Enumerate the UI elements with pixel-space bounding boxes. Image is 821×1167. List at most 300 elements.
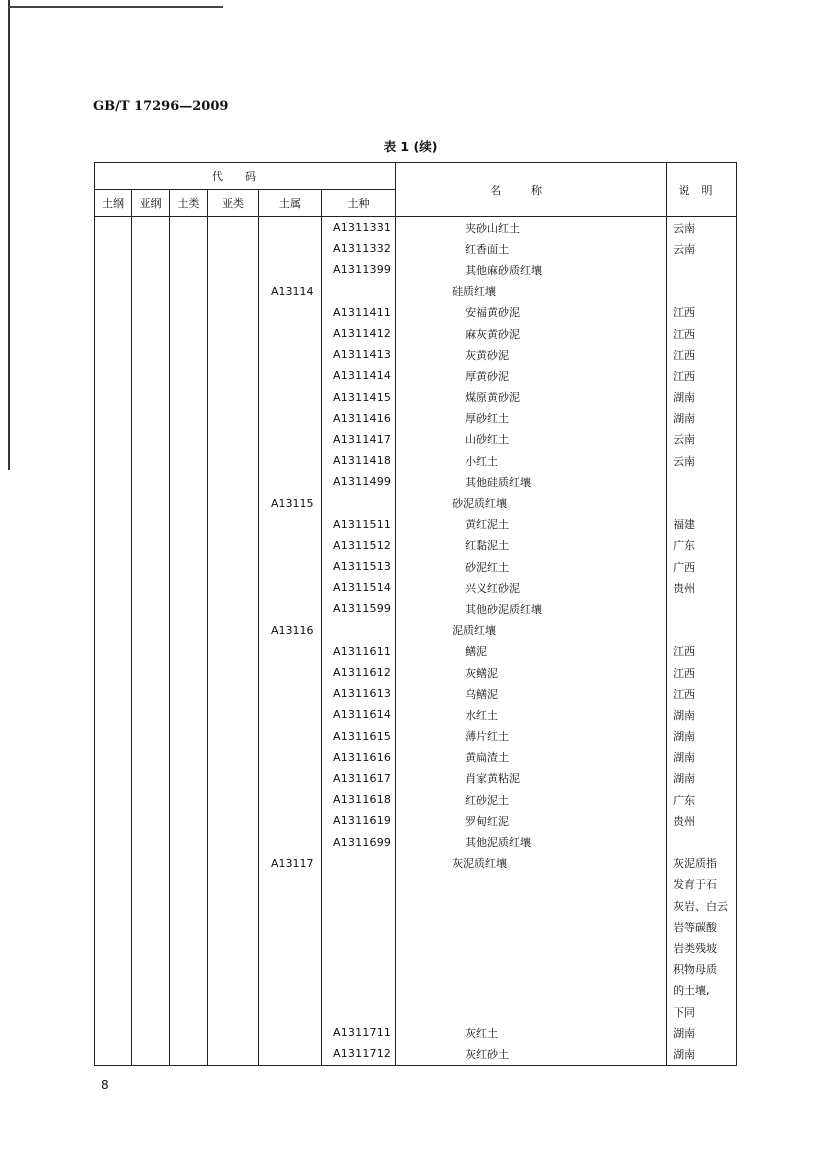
cell-yagang <box>132 726 170 747</box>
cell-note: 湖南 <box>667 768 737 789</box>
cell-tulei <box>170 492 208 513</box>
cell-tushu <box>259 217 322 239</box>
cell-yalei <box>208 959 259 980</box>
cell-yagang <box>132 1001 170 1022</box>
table-row <box>95 1001 737 1022</box>
cell-tulei <box>170 344 208 365</box>
cell-yalei <box>208 662 259 683</box>
cell-note <box>667 492 737 513</box>
cell-yagang <box>132 1043 170 1065</box>
cell-tuzhong <box>322 1001 396 1022</box>
cell-tuzhong <box>322 853 396 874</box>
cell-tugang <box>95 344 132 365</box>
cell-note: 广东 <box>667 789 737 810</box>
table-row <box>95 747 737 768</box>
cell-note: 的土壤, <box>667 980 737 1001</box>
cell-note: 灰岩、白云 <box>667 895 737 916</box>
cell-yalei <box>208 365 259 386</box>
table-row <box>95 302 737 323</box>
table-row <box>95 577 737 598</box>
cell-yagang <box>132 514 170 535</box>
table-row <box>95 895 737 916</box>
cell-yalei <box>208 874 259 895</box>
cell-yalei <box>208 704 259 725</box>
cell-tugang <box>95 874 132 895</box>
cell-name: 山砂红土 <box>396 429 667 450</box>
cell-yalei <box>208 937 259 958</box>
table-row <box>95 704 737 725</box>
cell-name: 红黏泥土 <box>396 535 667 556</box>
cell-tuzhong: A1311414 <box>322 365 396 386</box>
cell-tulei <box>170 281 208 302</box>
cell-yagang <box>132 323 170 344</box>
table-row <box>95 620 737 641</box>
table-row <box>95 217 737 239</box>
table-row <box>95 598 737 619</box>
cell-tulei <box>170 408 208 429</box>
cell-yagang <box>132 365 170 386</box>
cell-tushu <box>259 768 322 789</box>
col-header-tulei: 土类 <box>170 190 208 217</box>
cell-yalei <box>208 450 259 471</box>
cell-note <box>667 598 737 619</box>
cell-tulei <box>170 747 208 768</box>
cell-tushu <box>259 514 322 535</box>
table-row <box>95 323 737 344</box>
cell-name: 其他硅质红壤 <box>396 471 667 492</box>
cell-yagang <box>132 238 170 259</box>
cell-tugang <box>95 514 132 535</box>
cell-tugang <box>95 471 132 492</box>
cell-note: 湖南 <box>667 1022 737 1043</box>
cell-tulei <box>170 365 208 386</box>
cell-tugang <box>95 916 132 937</box>
table-row <box>95 387 737 408</box>
cell-yagang <box>132 1022 170 1043</box>
cell-tugang <box>95 726 132 747</box>
table-row <box>95 831 737 852</box>
cell-tugang <box>95 217 132 239</box>
cell-tuzhong: A1311499 <box>322 471 396 492</box>
cell-tugang <box>95 259 132 280</box>
cell-tushu <box>259 641 322 662</box>
cell-tulei <box>170 853 208 874</box>
cell-tugang <box>95 408 132 429</box>
cell-yagang <box>132 429 170 450</box>
cell-tuzhong: A1311416 <box>322 408 396 429</box>
cell-tushu <box>259 980 322 1001</box>
cell-tugang <box>95 980 132 1001</box>
cell-yalei <box>208 598 259 619</box>
cell-name <box>396 959 667 980</box>
cell-tugang <box>95 1022 132 1043</box>
cell-tuzhong: A1311513 <box>322 556 396 577</box>
cell-yagang <box>132 831 170 852</box>
cell-tulei <box>170 959 208 980</box>
cell-tugang <box>95 281 132 302</box>
cell-tushu: A13117 <box>259 853 322 874</box>
cell-tugang <box>95 365 132 386</box>
cell-note <box>667 259 737 280</box>
cell-yalei <box>208 853 259 874</box>
cell-tushu <box>259 387 322 408</box>
cell-yalei <box>208 810 259 831</box>
table-row <box>95 281 737 302</box>
cell-tugang <box>95 577 132 598</box>
cell-tuzhong: A1311511 <box>322 514 396 535</box>
cell-name: 其他麻砂质红壤 <box>396 259 667 280</box>
cell-tushu <box>259 831 322 852</box>
cell-tuzhong: A1311615 <box>322 726 396 747</box>
table-row <box>95 937 737 958</box>
cell-note: 岩等碳酸 <box>667 916 737 937</box>
cell-yalei <box>208 387 259 408</box>
cell-note: 福建 <box>667 514 737 535</box>
cell-name: 兴义红砂泥 <box>396 577 667 598</box>
cell-tuzhong: A1311699 <box>322 831 396 852</box>
cell-yagang <box>132 535 170 556</box>
cell-tuzhong: A1311614 <box>322 704 396 725</box>
cell-name: 砂泥红土 <box>396 556 667 577</box>
cell-tulei <box>170 577 208 598</box>
cell-tugang <box>95 556 132 577</box>
table-title: 表 1 (续) <box>383 139 438 154</box>
cell-name <box>396 980 667 1001</box>
cell-yalei <box>208 492 259 513</box>
cell-yalei <box>208 471 259 492</box>
cell-note: 云南 <box>667 217 737 239</box>
cell-tugang <box>95 937 132 958</box>
cell-tugang <box>95 387 132 408</box>
cell-yalei <box>208 1043 259 1065</box>
cell-yagang <box>132 916 170 937</box>
cell-name: 其他砂泥质红壤 <box>396 598 667 619</box>
cell-tuzhong <box>322 620 396 641</box>
cell-yalei <box>208 281 259 302</box>
cell-note: 江西 <box>667 344 737 365</box>
cell-tushu <box>259 895 322 916</box>
cell-yagang <box>132 662 170 683</box>
cell-tushu <box>259 259 322 280</box>
table-row <box>95 535 737 556</box>
cell-note <box>667 471 737 492</box>
cell-yagang <box>132 450 170 471</box>
table-row <box>95 641 737 662</box>
cell-tushu <box>259 577 322 598</box>
cell-yagang <box>132 556 170 577</box>
cell-tuzhong: A1311399 <box>322 259 396 280</box>
table-row <box>95 874 737 895</box>
cell-note: 湖南 <box>667 726 737 747</box>
cell-tuzhong <box>322 895 396 916</box>
cell-tushu <box>259 1043 322 1065</box>
cell-name: 麻灰黄砂泥 <box>396 323 667 344</box>
table-row <box>95 789 737 810</box>
cell-tulei <box>170 514 208 535</box>
cell-yalei <box>208 408 259 429</box>
cell-yagang <box>132 641 170 662</box>
cell-tulei <box>170 874 208 895</box>
document-code: GB/T 17296—2009 <box>93 99 229 114</box>
cell-tulei <box>170 556 208 577</box>
cell-note: 江西 <box>667 302 737 323</box>
cell-tulei <box>170 810 208 831</box>
cell-tushu <box>259 937 322 958</box>
cell-note: 湖南 <box>667 704 737 725</box>
cell-tuzhong: A1311711 <box>322 1022 396 1043</box>
cell-note: 岩类残坡 <box>667 937 737 958</box>
cell-note: 湖南 <box>667 408 737 429</box>
cell-name: 其他泥质红壤 <box>396 831 667 852</box>
cell-tushu <box>259 726 322 747</box>
cell-yalei <box>208 895 259 916</box>
cell-tuzhong: A1311413 <box>322 344 396 365</box>
cell-name: 灰红土 <box>396 1022 667 1043</box>
cell-tuzhong: A1311418 <box>322 450 396 471</box>
cell-tuzhong <box>322 959 396 980</box>
table-row <box>95 365 737 386</box>
table-body <box>95 217 737 1066</box>
cell-name: 乌鳝泥 <box>396 683 667 704</box>
cell-note: 广东 <box>667 535 737 556</box>
cell-yagang <box>132 492 170 513</box>
cell-yalei <box>208 768 259 789</box>
cell-tulei <box>170 387 208 408</box>
cell-yalei <box>208 238 259 259</box>
cell-tugang <box>95 704 132 725</box>
cell-tushu <box>259 598 322 619</box>
table-row <box>95 408 737 429</box>
cell-note: 江西 <box>667 365 737 386</box>
cell-name: 煤原黄砂泥 <box>396 387 667 408</box>
cell-yalei <box>208 916 259 937</box>
cell-tuzhong: A1311415 <box>322 387 396 408</box>
cell-tuzhong: A1311618 <box>322 789 396 810</box>
cell-yagang <box>132 471 170 492</box>
cell-tushu <box>259 874 322 895</box>
cell-tuzhong: A1311599 <box>322 598 396 619</box>
col-header-tugang: 土纲 <box>95 190 132 217</box>
cell-tugang <box>95 789 132 810</box>
cell-tulei <box>170 429 208 450</box>
cell-yalei <box>208 429 259 450</box>
cell-tushu <box>259 471 322 492</box>
table-row <box>95 344 737 365</box>
cell-yagang <box>132 387 170 408</box>
cell-tuzhong <box>322 916 396 937</box>
cell-note: 发育于石 <box>667 874 737 895</box>
cell-tugang <box>95 768 132 789</box>
cell-tugang <box>95 238 132 259</box>
table-row <box>95 514 737 535</box>
cell-tushu <box>259 662 322 683</box>
cell-note: 云南 <box>667 429 737 450</box>
cell-tugang <box>95 853 132 874</box>
cell-tugang <box>95 429 132 450</box>
cell-tugang <box>95 810 132 831</box>
cell-yalei <box>208 259 259 280</box>
cell-yagang <box>132 344 170 365</box>
cell-note: 灰泥质指 <box>667 853 737 874</box>
cell-note: 江西 <box>667 641 737 662</box>
cell-yagang <box>132 768 170 789</box>
cell-tulei <box>170 238 208 259</box>
cell-name: 泥质红壤 <box>396 620 667 641</box>
cell-yalei <box>208 726 259 747</box>
cell-yalei <box>208 641 259 662</box>
cell-name: 安福黄砂泥 <box>396 302 667 323</box>
cell-name: 夹砂山红土 <box>396 217 667 239</box>
cell-tuzhong <box>322 980 396 1001</box>
cell-tuzhong <box>322 492 396 513</box>
cell-tuzhong: A1311617 <box>322 768 396 789</box>
cell-note <box>667 831 737 852</box>
cell-tushu <box>259 916 322 937</box>
cell-yalei <box>208 683 259 704</box>
cell-tuzhong: A1311612 <box>322 662 396 683</box>
table-row <box>95 429 737 450</box>
cell-name: 厚砂红土 <box>396 408 667 429</box>
cell-yalei <box>208 577 259 598</box>
cell-note: 江西 <box>667 323 737 344</box>
cell-tugang <box>95 662 132 683</box>
cell-yagang <box>132 217 170 239</box>
cell-tulei <box>170 598 208 619</box>
table-row <box>95 768 737 789</box>
cell-name: 水红土 <box>396 704 667 725</box>
cell-tulei <box>170 831 208 852</box>
cell-yalei <box>208 535 259 556</box>
scan-edge-top <box>8 6 223 8</box>
cell-tushu <box>259 323 322 344</box>
cell-yagang <box>132 874 170 895</box>
cell-tulei <box>170 259 208 280</box>
table-row <box>95 810 737 831</box>
cell-yagang <box>132 281 170 302</box>
cell-tushu <box>259 747 322 768</box>
col-header-yalei: 亚类 <box>208 190 259 217</box>
table-row <box>95 450 737 471</box>
cell-yagang <box>132 937 170 958</box>
cell-tulei <box>170 704 208 725</box>
cell-yagang <box>132 895 170 916</box>
cell-name: 红香面土 <box>396 238 667 259</box>
cell-tuzhong: A1311331 <box>322 217 396 239</box>
cell-name <box>396 916 667 937</box>
cell-name: 厚黄砂泥 <box>396 365 667 386</box>
cell-tuzhong: A1311332 <box>322 238 396 259</box>
cell-tugang <box>95 450 132 471</box>
cell-tulei <box>170 789 208 810</box>
table-row <box>95 471 737 492</box>
cell-tushu <box>259 683 322 704</box>
cell-tulei <box>170 302 208 323</box>
cell-tushu <box>259 704 322 725</box>
cell-tushu <box>259 429 322 450</box>
cell-yalei <box>208 980 259 1001</box>
col-header-tuzhong: 土种 <box>322 190 396 217</box>
cell-tulei <box>170 895 208 916</box>
table-row <box>95 1022 737 1043</box>
note-header: 说明 <box>667 163 737 217</box>
cell-yagang <box>132 789 170 810</box>
cell-note: 江西 <box>667 662 737 683</box>
scan-edge-left <box>8 0 10 470</box>
cell-name: 肖家黄粘泥 <box>396 768 667 789</box>
cell-tulei <box>170 1043 208 1065</box>
cell-yalei <box>208 514 259 535</box>
cell-tulei <box>170 683 208 704</box>
cell-note <box>667 281 737 302</box>
cell-tulei <box>170 1001 208 1022</box>
cell-tulei <box>170 662 208 683</box>
cell-tushu <box>259 1001 322 1022</box>
cell-tuzhong: A1311411 <box>322 302 396 323</box>
cell-yalei <box>208 217 259 239</box>
table-row <box>95 683 737 704</box>
cell-tulei <box>170 937 208 958</box>
cell-tugang <box>95 492 132 513</box>
cell-tushu <box>259 535 322 556</box>
cell-note: 湖南 <box>667 387 737 408</box>
cell-tulei <box>170 726 208 747</box>
cell-tushu <box>259 365 322 386</box>
cell-yagang <box>132 302 170 323</box>
cell-tulei <box>170 217 208 239</box>
cell-tuzhong: A1311417 <box>322 429 396 450</box>
cell-tulei <box>170 768 208 789</box>
table-row <box>95 916 737 937</box>
cell-tushu <box>259 1022 322 1043</box>
cell-name: 硅质红壤 <box>396 281 667 302</box>
cell-tulei <box>170 916 208 937</box>
cell-tushu: A13114 <box>259 281 322 302</box>
cell-tulei <box>170 471 208 492</box>
cell-yagang <box>132 704 170 725</box>
cell-tushu <box>259 450 322 471</box>
table-row <box>95 556 737 577</box>
cell-tulei <box>170 1022 208 1043</box>
name-header: 名称 <box>396 163 667 217</box>
cell-note: 贵州 <box>667 810 737 831</box>
cell-note: 湖南 <box>667 747 737 768</box>
cell-yagang <box>132 620 170 641</box>
cell-name: 小红土 <box>396 450 667 471</box>
cell-tugang <box>95 641 132 662</box>
cell-tuzhong: A1311412 <box>322 323 396 344</box>
table-row <box>95 853 737 874</box>
cell-yalei <box>208 1001 259 1022</box>
cell-tulei <box>170 641 208 662</box>
cell-tuzhong <box>322 874 396 895</box>
cell-note <box>667 620 737 641</box>
cell-name <box>396 937 667 958</box>
cell-yagang <box>132 683 170 704</box>
cell-yalei <box>208 747 259 768</box>
cell-note: 云南 <box>667 238 737 259</box>
table-row <box>95 662 737 683</box>
cell-name: 罗甸红泥 <box>396 810 667 831</box>
cell-tulei <box>170 450 208 471</box>
cell-yagang <box>132 259 170 280</box>
cell-tulei <box>170 535 208 556</box>
cell-tuzhong: A1311512 <box>322 535 396 556</box>
cell-note: 广西 <box>667 556 737 577</box>
cell-name <box>396 874 667 895</box>
cell-tushu <box>259 556 322 577</box>
page-number: 8 <box>101 1078 109 1092</box>
cell-name <box>396 1001 667 1022</box>
